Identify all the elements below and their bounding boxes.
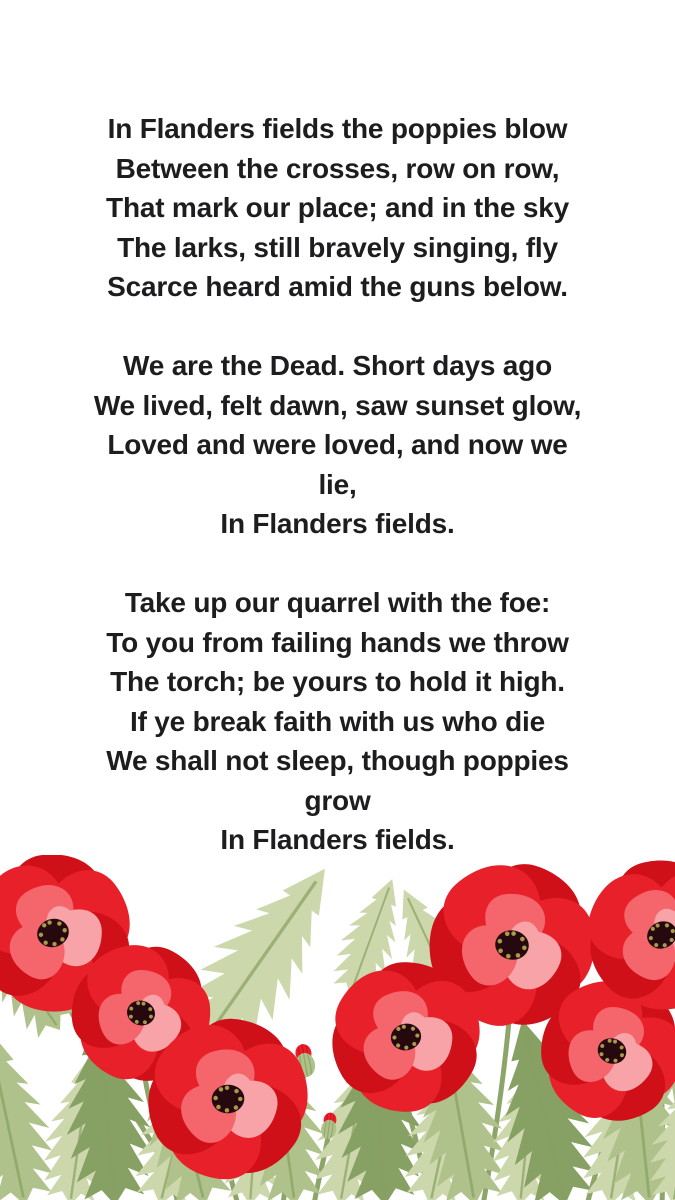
poem-line: The torch; be yours to hold it high. [110, 666, 565, 697]
poem-line: Loved and were loved, and now we [107, 429, 568, 460]
poem-line: In Flanders fields the poppies blow [107, 113, 568, 144]
poem-line: In Flanders fields. [220, 508, 455, 539]
poem-stanza-1 [0, 109, 675, 307]
poem-line: Take up our quarrel with the foe: [124, 587, 551, 618]
poem-line: We are the Dead. Short days ago [123, 350, 552, 381]
poem-stanza-2 [0, 346, 675, 544]
poem-line: That mark our place; and in the sky [106, 192, 569, 223]
poem-line: To you from failing hands we throw [106, 626, 569, 658]
poem-line: We shall not sleep, though poppies [106, 745, 569, 776]
poem-text [0, 109, 675, 860]
poem-line: grow [304, 784, 371, 816]
poppy-illustration [0, 855, 675, 1200]
poem-line: If ye break faith with us who die [129, 705, 546, 737]
poem-line: We lived, felt dawn, saw sunset glow, [93, 389, 582, 421]
poem-line: The larks, still bravely singing, fly [117, 231, 558, 263]
poem-line: In Flanders fields. [220, 824, 455, 855]
poem-line: lie, [318, 468, 357, 500]
poem-stanza-3 [0, 583, 675, 860]
poem-line: Between the crosses, row on row, [115, 152, 560, 184]
poem-line: Scarce heard amid the guns below. [107, 271, 568, 302]
